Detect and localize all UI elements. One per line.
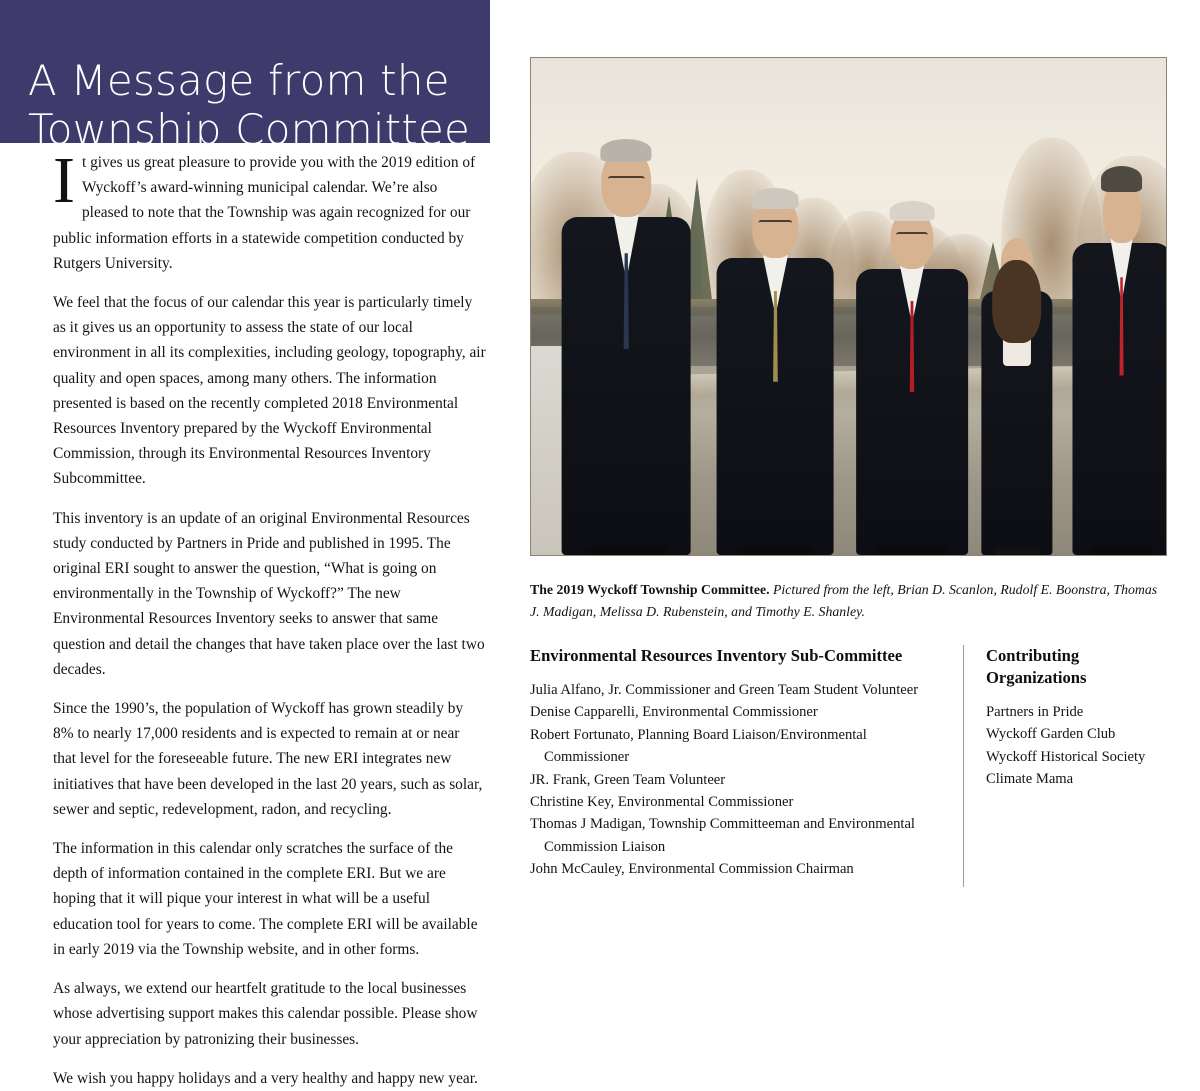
photo-caption [530, 579, 1167, 623]
list-item: Christine Key, Environmental Commissioner [530, 794, 794, 811]
list-item: Wyckoff Garden Club [986, 726, 1116, 743]
contributing-heading-line-2: Organizations [986, 668, 1087, 687]
photo-person-3 [842, 157, 982, 555]
subcommittee-section [530, 645, 945, 881]
list-item: Thomas J Madigan, Township Committeeman and Environmental Commission Liaison [530, 816, 915, 855]
contributing-heading-line-1: Contributing [986, 646, 1080, 665]
subcommittee-heading: Environmental Resources Inventory Sub-Committee [530, 646, 903, 665]
page-title-line-2: Township Committee [28, 105, 471, 155]
letter-paragraph: This inventory is an update of an original Environmental Resources study conducted by Partners in Pride and published in 1995. The original ERI sought to answer the question, “What is going on environmentally in the Township of Wyckoff?” The new Environmental Resources Inventory seeks to answer that same question and detail the changes that have taken place over the last two decades. [53, 509, 485, 678]
list-item: Wyckoff Historical Society [986, 748, 1146, 765]
letter-paragraph: The information in this calendar only scratches the surface of the depth of information contained in the complete ERI. But we are hoping that it will pique your interest in what will be a useful education tool for years to come. The complete ERI will be available in early 2019 via the Township website, and in other forms. [53, 840, 478, 958]
letter-paragraph: We wish you happy holidays and a very healthy and happy new year. [53, 1069, 478, 1087]
page-title [28, 56, 480, 154]
photo-person-2 [702, 143, 848, 556]
contributing-organizations-heading [986, 645, 1186, 689]
letter-paragraph: As always, we extend our heartfelt gratitude to the local businesses whose advertising support makes this calendar possible. Please show your appreciation by patronizing their businesses. [53, 980, 478, 1048]
list-item: JR. Frank, Green Team Volunteer [530, 771, 726, 788]
photo-person-1 [544, 98, 709, 555]
photo-caption-detail: Pictured from the left, Brian D. Scanlon, Rudolf E. Boonstra, Thomas J. Madigan, Melissa D. Rubenstein, and Timothy E. Shanley. [530, 581, 1158, 619]
photo-scene [531, 58, 1166, 555]
letter-paragraph [53, 144, 486, 276]
drop-cap: I [53, 144, 75, 217]
list-item: Robert Fortunato, Planning Board Liaison/Environmental Commissioner [530, 726, 867, 766]
committee-photo [530, 57, 1167, 556]
photo-person-5 [1058, 128, 1166, 555]
column-divider [963, 645, 964, 887]
letter-paragraph-text: t gives us great pleasure to provide you with the 2019 edition of Wyckoff’s award-winning municipal calendar. We’re also pleased to note that the Township was again recognized for our public information efforts in a statewide competition conducted by Rutgers University. [53, 154, 476, 272]
organization-list [986, 701, 1186, 791]
subcommittee-member-list [530, 679, 945, 881]
letter-paragraph: We feel that the focus of our calendar this year is particularly timely as it gives us an opportunity to assess the state of our local environment in all its complexities, including geology, topography, air quality and open spaces, among many others. The information presented is based on the recently completed 2018 Environmental Resources Inventory prepared by the Wyckoff Environmental Commission, through its Environmental Resources Inventory Subcommittee. [53, 294, 486, 488]
letter-body [53, 144, 486, 1091]
list-item: Denise Capparelli, Environmental Commissioner [530, 704, 818, 721]
list-item: Climate Mama [986, 771, 1074, 788]
letter-paragraph: Since the 1990’s, the population of Wyckoff has grown steadily by 8% to nearly 17,000 residents and is expected to remain at or near that level for the foreseeable future. The new ERI integrates new initiatives that have been developed in the last 20 years, such as solar, sewer and septic, redevelopment, radon, and recycling. [53, 700, 483, 818]
photo-person-4 [963, 177, 1071, 555]
list-item: Partners in Pride [986, 704, 1084, 720]
page-title-line-1: A Message from the [28, 56, 450, 106]
list-item: John McCauley, Environmental Commission Chairman [530, 861, 854, 878]
list-item: Julia Alfano, Jr. Commissioner and Green Team Student Volunteer [530, 682, 919, 698]
contributing-organizations-section [986, 645, 1186, 791]
photo-caption-lead: The 2019 Wyckoff Township Committee. [530, 581, 770, 597]
